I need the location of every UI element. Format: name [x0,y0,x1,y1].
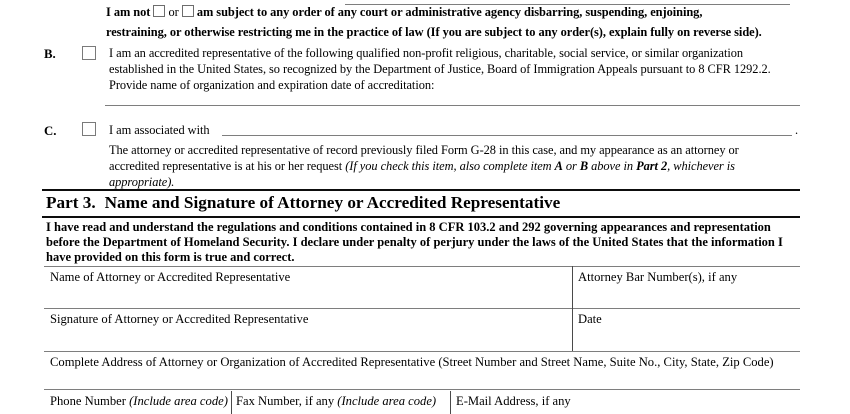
item-b-line3: Provide name of organization and expiration date of accreditation: [109,78,435,92]
item-c-line2-tail: , whichever is [667,159,735,173]
field-column-divider [572,266,573,352]
item-c-lead-text: I am associated with [109,123,210,137]
checkbox-i-am-not[interactable] [153,5,165,17]
part3-title-block [46,193,560,213]
item-a-line1 [106,4,702,20]
declaration-line2: before the Department of Homeland Security. I declare under penalty of perjury under the laws of the United States that the information I [46,235,783,249]
item-c-fill-line[interactable] [222,135,792,136]
input-date[interactable] [574,310,800,350]
item-a-or-label: or [168,5,179,19]
label-date: Date [578,312,602,326]
input-signature-of-attorney[interactable] [44,310,572,350]
declaration-line3: have provided on this form is true and correct. [46,250,295,264]
item-b-letter: B. [44,47,56,61]
part3-header [42,189,800,219]
declaration-line1: I have read and understand the regulations and conditions contained in 8 CFR 103.2 and 292 governing appearances and representation [46,220,771,234]
item-c-line3: appropriate). [109,175,175,189]
item-c-line2-above-in: above in [588,159,637,173]
item-a-not-label: I am not [106,5,151,19]
label-signature-of-attorney: Signature of Attorney or Accredited Representative [50,312,309,326]
label-name-of-attorney: Name of Attorney or Accredited Representative [50,270,291,284]
part3-title: Name and Signature of Attorney or Accredited Representative [104,193,561,212]
item-a-line2: restraining, or otherwise restricting me in the practice of law (If you are subject to any order(s), explain fully on reverse side). [106,25,762,39]
label-fax-number-hint: (Include area code) [337,394,437,408]
input-attorney-bar-number[interactable] [574,268,800,308]
label-phone-number-hint: (Include area code) [129,394,228,408]
item-c-ref-part2: Part 2 [636,159,668,173]
input-complete-address[interactable] [44,353,800,388]
item-c-ref-b: B [579,159,589,173]
item-b-fill-line[interactable] [105,105,800,106]
item-c-trailing-punct: . [795,123,799,137]
item-c-line2-plain: accredited representative is at his or her request [109,159,346,173]
part3-number: Part 3. [46,193,96,212]
part3-bar-top-rule [42,189,800,191]
item-c-line2-or: or [562,159,580,173]
label-attorney-bar-number: Attorney Bar Number(s), if any [578,270,738,284]
label-email-address: E-Mail Address, if any [456,394,571,408]
label-fax-number-text: Fax Number, if any [236,394,338,408]
label-phone-number-text: Phone Number [50,394,130,408]
item-b-line2: established in the United States, so recognized by the Department of Justice, Board of Immigration Appeals pursuant to 8 CFR 1292.2. [109,62,771,76]
label-complete-address: Complete Address of Attorney or Organization of Accredited Representative (Street Number and Street Name, Suite No., City, State, Zip Code) [50,355,774,369]
item-c-line2 [109,158,735,174]
item-c-ref-a: A [554,159,563,173]
item-c-letter: C. [44,124,57,138]
item-a-subject-text: am subject to any order of any court or administrative agency disbarring, suspending, enjoining, [196,5,703,19]
input-name-of-attorney[interactable] [44,268,572,308]
checkbox-item-b[interactable] [82,46,96,60]
checkbox-i-am-subject[interactable] [182,5,194,17]
item-c-line2-italic-open: (If you check this item, also complete item [345,159,555,173]
part3-bar-bottom-rule [42,216,800,218]
input-phone-number[interactable] [44,391,231,414]
input-fax-number[interactable] [233,391,450,414]
item-b-line1: I am an accredited representative of the following qualified non-profit religious, charitable, social service, or similar organization [109,46,744,60]
item-c-line1: The attorney or accredited representative of record previously filed Form G-28 in this case, and my appearance as an attorney or [109,143,739,157]
checkbox-item-c[interactable] [82,122,96,136]
input-email-address[interactable] [452,391,800,414]
